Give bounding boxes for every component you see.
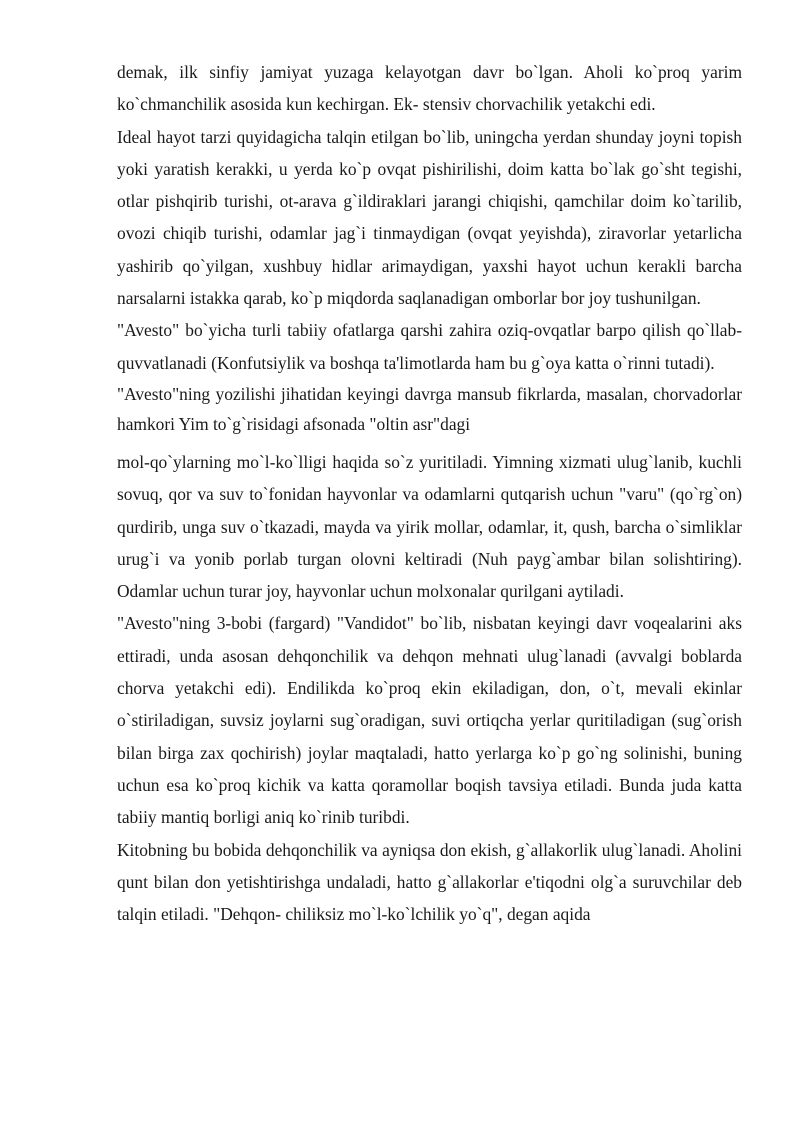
paragraph-6: "Avesto"ning 3-bobi (fargard) "Vandidot" bo`lib, nisbatan keyingi davr voqealarini aks ettiradi, unda asosan dehqonchilik va dehqon mehnati ulug`lanadi (avvalgi boblarda chorva yetakchi edi). Endilikda ko`proq ekin ekiladigan, don, o`t, mevali ekinlar o`stiriladigan, suvsiz joylarni sug`oradigan, suvi ortiqcha yerlar quritiladigan (sug`orish bilan birga zax qochirish) joylar maqtaladi, hatto yerlarga ko`p go`ng solinishi, buning uchun esa ko`proq kichik va katta qoramollar boqish tavsiya etiladi. Bunda juda katta tabiiy mantiq borligi aniq ko`rinib turibdi. [117, 613, 742, 828]
paragraph-1: demak, ilk sinfiy jamiyat yuzaga kelayotgan davr bo`lgan. Aholi ko`proq yarim ko`chmanchilik asosida kun kechirgan. Ek- stensiv chorvachilik yetakchi edi. [117, 62, 742, 115]
paragraph-2: Ideal hayot tarzi quyidagicha talqin etilgan bo`lib, uningcha yerdan shunday joyni topish yoki yaratish kerakki, u yerda ko`p ovqat pishirilishi, doim katta bo`lak go`sht tegishi, otlar pishqirib turishi, ot-arava g`ildiraklari jarangi chiqishi, qamchilar doim ko`tarilib, ovozi chiqib turishi, odamlar jag`i tinmaydigan (ovqat yeyishda), ziravorlar yetarlicha yashirib qo`yilgan, xushbuy hidlar arimaydigan, yaxshi hayot uchun kerakli barcha narsalarni istakka qarab, ko`p miqdorda saqlanadigan omborlar bor joy tushunilgan. [117, 126, 742, 309]
paragraph-5: mol-qo`ylarning mo`l-ko`lligi haqida so`z yuritiladi. Yimning xizmati ulug`lanib, kuchli sovuq, qor va suv to`fonidan hayvonlar va odamlarni qutqarish uchun "varu" (qo`rg`on) qurdirib, unga suv o`tkazadi, mayda va yirik mollar, odamlar, it, qush, barcha o`simliklar urug`i va yonib porlab turgan olovni keltiradi (Nuh payg`ambar bilan solishtiring). Odamlar uchun turar joy, hayvonlar uchun molxonalar qurilgani aytiladi. [117, 451, 742, 602]
paragraph-7: Kitobning bu bobida dehqonchilik va ayniqsa don ekish, g`allakorlik ulug`lanadi. Aholini qunt bilan don yetishtirishga undaladi, hatto g`allakorlar e'tiqodni olg`a suruvchilar deb talqin etiladi. "Dehqon- chiliksiz mo`l-ko`lchilik yo`q", degan aqida [117, 839, 742, 925]
paragraph-4: "Avesto"ning yozilishi jihatidan keyingi davrga mansub fikrlarda, masalan, chorvadorlar hamkori Yim to`g`risidagi afsonada "oltin asr"dagi [117, 383, 742, 435]
body-text [117, 56, 742, 930]
paragraph-3: "Avesto" bo`yicha turli tabiiy ofatlarga qarshi zahira oziq-ovqatlar barpo qilish qo`llab-quvvatlanadi (Konfutsiylik va boshqa ta'limotlarda ham bu g`oya katta o`rinni tutadi). [117, 320, 742, 373]
